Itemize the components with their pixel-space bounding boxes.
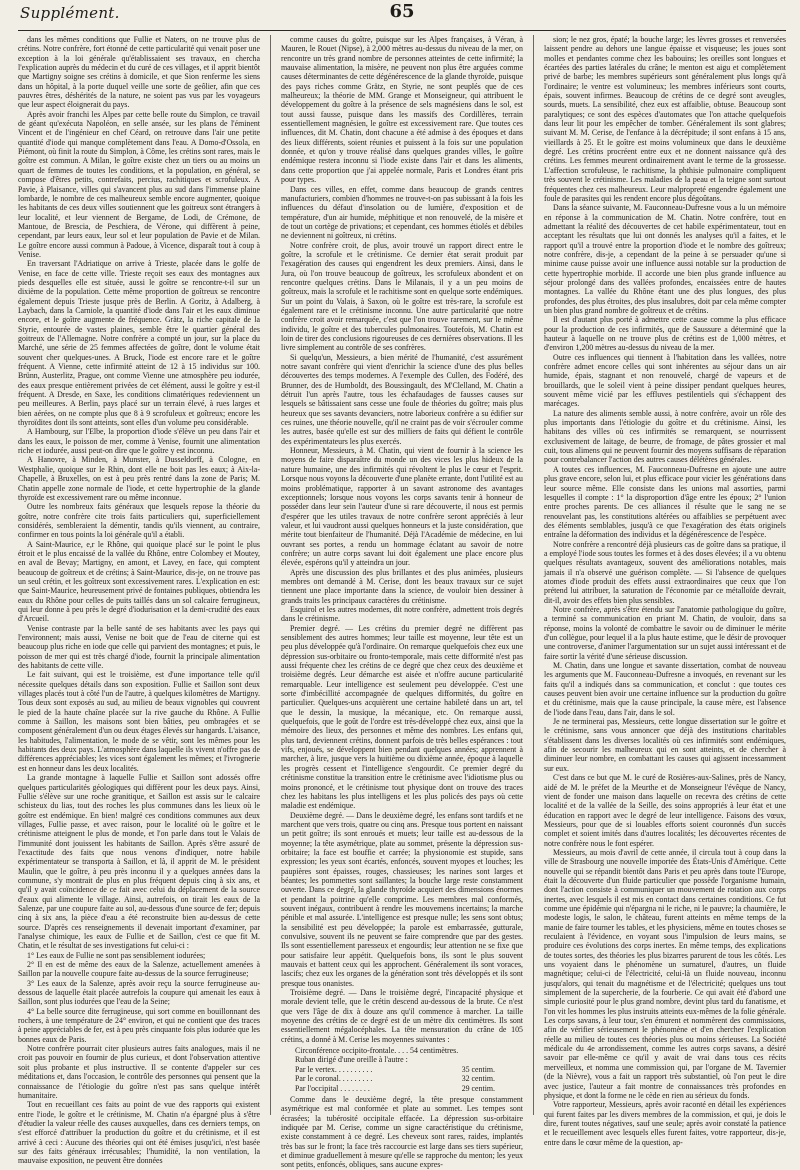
column-divider bbox=[533, 35, 534, 1115]
measurements-table bbox=[295, 1046, 523, 1093]
measurement-label: Par le vertex. . . . . . . . . . bbox=[295, 1064, 373, 1074]
paragraph: sion; le nez gros, épaté; la bouche large; les lèvres grosses et renversées laissent pendre au dehors une langue épaisse et visqueuse; les joues sont molles et pendantes comme chez les babouins; les oreilles sont longues et écartées des parties latérales du crâne; le menton est aigu et complètement privé de barbe; les membres supérieurs sont généralement plus longs qu'à l'ordinaire; le ventre est volumineux; les membres inférieurs sont courts, épais, souvent infirmes. Beaucoup de crétins de ce degré sont aveugles, sourds, muets. La sensibilité, chez eux est affaiblie, obtuse. Beaucoup sont paralytiques; ce sont des espèces d'automates que l'on attache quelquefois dans leur lit pour les empêcher de tomber. Généralement ils sont glabres; suivant M. M. Cerise, de l'enfance à la décrépitude; il sont enfans à 15 ans, vieillards à 25. Et le goître est moins volumineux que dans le deuxième degré. Les crétins procréent entre eux et ne donnent naissance qu'à des crétins. Les femmes meurent ordinairement avant le terme de la grossesse. L'affection scrofuleuse, le rachitisme, la phthisie pulmonaire compliquent très souvent le crétinisme. Les maladies de la peau et la teigne sont surtout fréquentes chez ces malheureux. Leur malpropreté engendre également une foule de parasites qui les rendent encore plus dégoûtans. bbox=[544, 35, 786, 203]
measurement-row bbox=[295, 1084, 523, 1093]
paragraph: Premier degré. — Les crétins du premier degré ne diffèrent pas sensiblement des autres hommes; leur taille est moyenne, leur tête est un peu plus développée qu'à l'ordinaire. On remarque quelquefois chez eux une dépression sus-orbitaire ou fronto-temporale, mais cette difformité n'est pas aussi fréquente chez les crétins de ce degré que chez ceux des deuxième et troisième degrés. Leur démarche est aisée et n'offre aucune particularité remarquable. Leur intelligence est seulement peu développée. C'est une sorte d'imbécillité accompagnée de quelques difformités, du goître en particulier. Quelques-uns acquièrent une certaine habileté dans un art, tel que le dessin, la musique, la mécanique, etc. On remarque aussi, quelquefois, que le goût de l'ordre est très-développé chez eux, ainsi que la mémoire des lieux, des personnes et même des nombres. Les enfans qui, plus tard, deviennent crétins, donnent parfois de très belles espérances : tout vifs, enjoués, se développent bien pendant quelques années; apprennent à marcher, à lire, jusque vers la huitième ou dixième année, époque à laquelle les progrès cessent et l'intelligence s'engourdit. Ce premier degré du crétinisme constitue la transition entre le crétinisme avec l'idiotisme plus ou moins prononcé, et le crétinisme tout physique dont on trouve des traces chez les habitans les plus intelligens et les plus policés des pays où cette maladie est endémique. bbox=[281, 623, 523, 811]
paragraph: dans les mêmes conditions que Fullie et Naters, on ne trouve plus de crétins. Notre confrère, fort étonné de cette particularité qui venait poser une exception à la loi générale qu'établissaient ses travaux, en chercha l'explication auprès du médecin et du curé de ces villages, et il apprit bientôt que Martigny soigne ses crétins à domicile, et que Sion renferme les siens dans un hôpital, à la porte duquel veille une sorte de geôlier, afin que ces pauvres êtres, déshérités de la nature, ne soient pas vus par les voyageurs que leur aspect éloignerait du pays. bbox=[18, 35, 260, 110]
paragraph: Notre confrère pourrait citer plusieurs autres faits analogues, mais il ne croit pas pouvoir en fournir de plus curieux, et dont l'observation attentive soit plus probante et plus instructive. Il se contente d'appeler sur ces méditations et, dans l'occasion, le contrôle des personnes qui pensent que la connaissance de l'étiologie du goître n'est pas sans quelque intérêt humanitaire. bbox=[18, 1044, 260, 1100]
paragraph: Dans ces villes, en effet, comme dans beaucoup de grands centres manufacturiers, combien d'hommes ne trouve-t-on pas subissant à la fois les influences du défaut d'insolation ou de lumière, d'exposition et de température, d'un air humide, méphitique et non renouvelé, de la misère et de tout un cortège de privations; et cependant, ces hommes étiolés et débiles ne deviennent ni goîtreux, ni crétins. bbox=[281, 184, 523, 241]
text-columns bbox=[18, 35, 787, 1170]
paragraph: Après avoir franchi les Alpes par cette belle route du Simplon, ce travail de géant qu'exécuta Napoléon, en selle ansée, sur les plans de l'éminent Vincent et de l'ingénieur en chef Céard, on retrouve dans l'air une petite quantité d'iode qui manque complètement dans l'eau. A Domo-d'Ossola, en Piémont, où finit la route du Simplon, à Côme, les crétins sont rares, mais le goître est commun. A Milan, le goître existe chez un tiers ou au moins un quart de femmes de toutes les conditions, et la population, en général, se compose d'êtres petits, contrefaits, percius, rachitiques et scrofuleux. A Pavie, à Plaisance, villes qui s'avancent plus au sud dans l'immense plaine lombarde, le nombre de ces malheureux semble encore augmenter, quoique les habitants de ces deux villes soutiennent que les goitreux sont étrangers à leur localité, et leur viennent de Bergame, de Lodi, de Crémone, de Mantoue, de Brescia, de Peschiera, de Vérone, qui diffèrent à peine, cependant, par leurs eaux, leur sol et leur population de Pavie et de Milan. Le goître encore aussi commun à Padoue, à Vicence, disparaît tout à coup à Venise. bbox=[18, 109, 260, 259]
paragraph: En traversant l'Adriatique on arrive à Trieste, placée dans le golfe de Venise, en face de cette ville. Trieste reçoit ses eaux des montagnes aux pieds desquelles elle est située, aussi le goître se rencontre-t-il sur un dixième de la population. Cette même proportion de goîtreux se rencontre également depuis Trieste jusque près de Berlin. A Goritz, à Adalberg, à Laybach, dans la Carniole, la quantité d'iode dans l'air et les eaux diminue encore, et le goître augmente de fréquence. Grätz, la riche capitale de la Styrie, entourée de vastes plaines, semble être le quartier général des goitreux de l'Allemagne. Notre confrère a compté un jour, sur la place du Marché, une série de 25 femmes affectées de goître, dont le volume était souvent cher quelques-unes. A Bruck, l'iode est encore rare et le goître fréquent. A Vienne, cette infirmité atteint de 12 à 15 individus sur 100. Brünn, Austerlitz, Prague, ont comme Vienne une atmosphère peu iodurée, des eaux presque entièrement privées de cet élément, aussi le goître y est-il fréquent. A Dresde, en Saxe, les conditions climatériques redeviennent un peu meilleures. A Berlin, pays placé sur un terrain élevé, à rues larges et bien aérées, on ne compte plus que 8 à 9 scrofuleux et goîtreux; encore les thyroïdites dont ils sont atteints, sont elles d'un volume peu considérable. bbox=[18, 259, 260, 428]
paragraph: A Saint-Maurice, e,r le Rhône, qui quoique placé sur le point le plus étroit et le plus encaissé de la vallée du Rhône, entre Colombey et Moutey, en aval de Bevay; Martigny, en amont, et Lavey, en face, qui comptent beaucoup de goîtreux et de crétins; à Saint-Maurice, dis-je, on ne trouve pas un seul crétin, et les goîtreux sont excessivement rares. L'explication en est: que Saint-Maurice, heureusement privé de fontaines publiques, obtiendra les eaux du Rhône pour celles de puits taillés dans un sol calcaire ferrugineux, qui leur donne à peu près le degré d'iodurisation et la demi-crudité des eaux d'Arcueil. bbox=[18, 539, 260, 624]
paragraph: Notre confrère croit, de plus, avoir trouvé un rapport direct entre le goître, la scrofule et le crétinisme. Ce dernier état serait produit par l'exagération des causes qui engendrent les deux premiers. Ainsi, dans le Jura, où l'on trouve beaucoup de goîtreux, les scrofuleux abondent et on rencontre quelques crétins. Dans le Milanais, il y a un peu moins de goîtreux, mais la scrofule et le rachitisme sont en quelque sorte endémiques. Sur un point du Valais, à Saxon, où le goître est très-rare, la scrofule est également rare et le crétinisme inconnu. Une autre particularité que notre confrère croit avoir remarquée, c'est que l'on trouve rarement, sur le même individu, le goître et des tubercules pulmonaires. Toutefois, M. Chatin est loin de tirer des conclusions rigoureuses de ces dernières observations. Il les livre simplement au contrôle de ses confrères. bbox=[281, 240, 523, 353]
paragraph: A Hanovre, à Minden, à Munster, à Dusseldorff, à Cologne, en Westphalie, quoique sur le Rhin, dont elle ne boit pas les eaux; à Aix-la-Chapelle, à Bruxelles, on est à peu près rentré dans la zone de Paris; M. Chatin appelle zone normale de l'iode, et cette hypertrophie de la glande thyroïde est excessivement rare ou même inconnue. bbox=[18, 455, 260, 502]
column-divider bbox=[270, 35, 271, 1115]
paragraph: Deuxième degré. — Dans le deuxième degré, les enfans sont tardifs et ne marchent que vers trois, quatre ou cinq ans. Presque tous portent en naissant un petit goître; ils sont enroués et muets; leur taille est au-dessous de la moyenne; la tête asymétrique, plate au sommet, présente la dépression sus-orbitaire; la face est bouffie et carrée; la physionomie est stupide, sans expression; les yeux sont écartés, enfoncés, souvent myopes et louches; les paupières sont épaisses, rouges, chassieuses; les narines sont larges et béantes; les pommettes sont saillantes; la bouche large reste constamment ouverte. Dans ce degré, la glande thyroïde acquiert des dimensions énormes et pendant la poitrine qu'elle comprime. Les membres mal conformés, souvent inégaux, contribuent à rendre les mouvemens incertains; la marche pénible et mal assurée. L'intelligence est presque nulle; les sens sont obtus; la sensibilité est peu développée; la parole est embarrassée, gutturale, convulsive, souvent ils ne peuvent se faire comprendre que par des gestes. Ils sont essentiellement paresseux et engourdis; leur attention ne se fixe que pour satisfaire leur appétit. Quelquefois bons, ils sont le plus souvent mauvais et battent ceux qui les approchent. Généralement ils sont voraces, lascifs; chez eux les organes de la génération sont très développés et ils sont presque tous onanistes. bbox=[281, 810, 523, 988]
paragraph: Troisième degré. — Dans le troisième degré, l'incapacité physique et morale devient telle, que le crétin descend au-dessous de la brute. Ce n'est que vers l'âge de dix à douze ans qu'il commence à marcher. La taille moyenne des crétins de ce degré est de un mètre dix centimètres. Ils sont essentiellement mégalocéphales. La tête mensuration du crâne de 105 crétins, a donné à M. Cerise les moyennes suivantes : bbox=[281, 988, 523, 1044]
column-2 bbox=[281, 35, 523, 1170]
paragraph: Dans la séance suivante, M. Fauconneau-Dufresne vous a lu un mémoire en réponse à la communication de M. Chatin. Notre confrère, tout en admettant la réalité des découvertes de cet habile expérimentateur, tout en acceptant les résultats que lui ont donnés les analyses qu'il a faites, et le rapport qu'il a trouvé entre la proportion d'iode et le nombre des goîtreux; notre confrère, dis-je, a cependant de la peine à se persuader qu'une si minime cause puisse avoir une influence aussi notable sur la production de cette hypertrophie morbide. Il accorde une bien plus grande influence au séjour prolongé dans des vallées profondes, encaissées entre de hautes montagnes. La vallée du Rhône étant une des plus longues, des plus profondes, des plus étroites, des plus insalubres, doit par cela même compter un bien plus grand nombre de goîtreux et de crétins. bbox=[544, 203, 786, 315]
paragraph: Honneur, Messieurs, à M. Chatin, qui vient de fournir à la science les moyens de faire disparaître du monde un des vices les plus hideux de la nature humaine, une des infirmités qui révoltent le plus le cœur et l'esprit. Lorsque nous voyons la découverte d'une planète errante, dont l'utilité est au moins problématique, rapporter à un savant astronome des avantages exceptionnels; lorsque nous voyons les corps savants tenir à honneur de posséder dans leur sein l'auteur d'une si rare découverte, il nous est permis d'espérer que les utiles travaux de notre confrère seront appréciés à leur valeur, et lui vaudront aussi quelques honneurs et la juste considération, que mérite tout bienfaiteur de l'humanité. Déjà l'Académie de médecine, en lui ouvrant ses portes, a rendu un hommage éclatant au savoir de notre confrère; un autre corps savant lui doit également une place encore plus élevée, espérons qu'il y atteindra un jour. bbox=[281, 446, 523, 568]
section-title: Supplément. bbox=[20, 4, 120, 22]
measurement-row bbox=[295, 1065, 523, 1074]
paragraph: La grande montagne à laquelle Fullie et Saillon sont adossés offre quelques particularités géologiques qui diffèrent pour les deux pays. Ainsi, Fullie s'élève sur une roche granitique, et Saillon est assis sur le calcaire schisteux du lias, tout des roches les plus communes dans les lieux où le goître est endémique. En bien! malgré ces conditions communes aux deux villages, Fullie passe, et avec raison, pour le localité où le goître et le crétinisme atteignent le plus de monde, et l'on parle dans tout le Valais de l'immunité dont jouissent les habitants de Saillon. Après s'être assuré de l'exactitude des faits que nous venons d'indiquer, notre habile expérimentateur se transporta à Saillon, et là, il apprit de M. le président Maulin, que le goître, à peu près inconnu il y a quelques années dans la commune, s'y montrait de plus en plus fréquent depuis cinq à six ans, et qu'il y avait coïncidence de ce fait avec celui du déplacement de la source d'eaux qui alimente le village. Ainsi, autrefois, on tirait les eaux de la Salenze, par une coupure faite au sol, au-dessous d'une source de fer; depuis cinq à six ans, la pièce d'eau a été reconstruite bien au-dessus de cette source. D'après ces renseignements il devenait important d'examiner, par l'analyse chimique, les eaux de Fullie et de Saillon, c'est ce que fit M. Chatin, et le résultat de ses investigations fut celui-ci : bbox=[18, 773, 260, 951]
paragraph: 4° La belle source dite ferrugineuse, qui sort comme en bouillonnant des rochers, à une température de 24° environ, et qui ne contient que des traces à peine appréciables de fer, est à peu près cinquante fois plus iodurée que les bonnes eaux de Paris. bbox=[18, 1006, 260, 1044]
measurement-label: Par l'occipital . . . . . . . . bbox=[295, 1083, 370, 1093]
paragraph: Il est d'autant plus porté à admettre cette cause comme la plus efficace pour la production de ces infirmités, que de Saussure a déterminé que la hauteur à laquelle on ne trouve plus de crétins est de 1,000 mètres, et d'environ 1,200 mètres au-dessus du niveau de la mer. bbox=[544, 315, 786, 353]
paragraph: Tout en recueillant ces faits au point de vue des rapports qui existent entre l'iode, le goître et le crétinisme, M. Chatin n'a épargné plus à s'être d'étudier la valeur réelle des causes auxquelles, dans ces derniers temps, on s'est efforcé d'attribuer la production du goître et du crétinisme, et il est arrivé à ceci : Aucune des théories qui ont été émises jusqu'ici, n'est basée sur des faits généraux irrécusables; l'humidité, la non ventilation, la mauvaise exposition, ne peuvent être données bbox=[18, 1100, 260, 1166]
paragraph: Je ne terminerai pas, Messieurs, cette longue dissertation sur le goître et le crétinisme, sans vous annoncer que déjà des institutions charitables s'établissent dans les diverses localités où ces infirmités sont endémiques, afin de secourir les malheureux qui en sont atteints, et de chercher à diminuer leur nombre, en combattant les causes qui agissent incessamment sur eux. bbox=[544, 717, 786, 773]
measurements-subtitle: Ruban dirigé d'une oreille à l'autre : bbox=[295, 1055, 408, 1065]
paragraph: A toutes ces influences, M. Fauconneau-Dufresne en ajoute une autre plus grave encore, selon lui, et plus efficace pour vicier les générations dans leur source même. Elle consiste dans les unions mal assorties, parmi lesquelles il compte : 1° la disproportion d'âge entre les époux; 2° l'union entre proches parents. De ces alliances il résulte que le sang ne se renouvelant pas, les constitutions altérées ou affaiblies se perpétuent avec des éléments semblables, jusqu'à ce que l'exagération des états originels entraîne la déformation des individus et la dégénérescence de l'espèce. bbox=[544, 464, 786, 540]
measurement-value: 35 centim. bbox=[461, 1064, 495, 1074]
measurement-label: Par le coronal. . . . . . . . . bbox=[295, 1074, 373, 1084]
measurement-row bbox=[295, 1074, 523, 1083]
paragraph: A Hambourg, sur l'Elbe, la proportion d'iode s'élève un peu dans l'air et dans les eaux, le poisson de mer, comme à Venise, fournit une alimentation riche et iodurée, aussi peut-on dire que le goître y est inconnu. bbox=[18, 427, 260, 456]
paragraph: comme causes du goître, puisque sur les Alpes françaises, à Véran, à Mauren, le Rouet (Nipse), à 2,000 mètres au-dessus du niveau de la mer, on rencontre un très grand nombre de personnes atteintes de cette infirmité; la mauvaise alimentation, la misère, ne peuvent non plus être arguées comme causes déterminantes de cette dégénérescence de la glande thyroïde, puisque des pays riches comme Grätz, en Styrie, ne sont peuplés que de ces malheureux; la théorie de MM. Grange et Monseigneur, qui attribuent le développement du goître à la présence de sels magnésiens dans le sol, est tout aussi fausse, puisque dans les massifs des Cordillères, terrain essentiellement magnésien, le goître est excessivement rare. Que toutes ces influences, dit M. Chatin, dont chacune a été admise à des époques et dans des lieux différents, soient réunies et puissent à la fois sur une population donnée, et qu'on y trouve réalisé dans quelques grandes villes, le goître endémique restera inconnu si l'iode existe dans l'air et dans les aliments, dans cette proportion que j'ai appelée normale, Paris et Londres étant pris pour types. bbox=[281, 35, 523, 185]
page-number: 65 bbox=[389, 1, 415, 22]
column-3 bbox=[544, 35, 787, 1147]
paragraph: C'est dans ce but que M. le curé de Rosières-aux-Salines, près de Nancy, aidé de M. le préfet de la Meurthe et de Monseigneur l'évêque de Nancy, vient de fonder une maison dans laquelle on recevra des crétins de cette localité et de la vallée de la Seille, des soins appropriés à leur état et une éducation en rapport avec le degré de leur intelligence. Faisons des vœux, Messieurs, pour que de si louables efforts soient couronnés d'un succès complet et soient imités dans d'autres localités; les découvertes récentes de notre confrère nous le font espérer. bbox=[544, 773, 786, 848]
paragraph: Notre confrère, après s'être étendu sur l'anatomie pathologique du goître, a terminé sa communication en priant M. Chatin, de vouloir, dans sa réponse, moins la volonté de combattre le savoir ou de diminuer le mérite d'un collègue, pour lequel il a la plus haute estime, que le désir de provoquer une controverse, d'animer l'argumentation sur un sujet aussi intéressant et de faire sortir la vérité d'une sérieuse discussion. bbox=[544, 604, 787, 661]
paragraph: Venise contraste par la belle santé de ses habitants avec les pays qui l'environnent; mais aussi, Venise ne boit que de l'eau de citerne qui est beaucoup plus riche en iode que celle qui parvient des montagnes; et puis, le poisson de mer qui est très chargé d'iode, fournit la principale alimentation des habitants de cette ville. bbox=[18, 623, 260, 671]
page-header bbox=[18, 0, 786, 31]
column-1 bbox=[18, 35, 260, 1166]
paragraph: Notre confrère a rencontré déjà plusieurs cas de goître dans sa pratique, il a employé l'iode sous toutes les formes et à des doses élevées; il a vu obtenu quelques résultats avantageux, souvent des améliorations notables, mais jamais il n'a observé une guérison complète. — Si l'absence de quelques atomes d'iode produit des effets aussi extraordinaires que ceux que l'on prétend lui attribuer, la saturation de l'économie par ce métalloïde devrait, dit-il, avoir des effets bien plus sensibles. bbox=[544, 539, 786, 605]
measurement-value: 29 centim. bbox=[461, 1083, 495, 1093]
paragraph: Outre les nombreux faits généraux que lesquels repose la théorie du goître, notre confrère cite trois faits particuliers qui, superficiellement considérés, sembleraient la démentir, tandis qu'ils viennent, au contraire, confirmer en tous points la loi générale qu'il a établi. bbox=[18, 502, 260, 540]
paragraph: M. Chatin, dans une longue et savante dissertation, combat de nouveau les arguments que M. Fauconneau-Dufresne a invoqués, en revenant sur les faits qu'il a indiqués dans sa communication, et conclut : que toutes ces causes peuvent bien avoir une certaine influence sur la production du goître et du crétinisme, mais que la cause principale, la cause mère, est l'absence de l'iode dans l'eau, dans l'air, dans le sol. bbox=[544, 661, 786, 717]
paragraph: Votre rapporteur, Messieurs, après avoir raconté en détail les expériences qui furent faites par les divers membres de la commission, et qui, je dois le dire, furent toutes négatives, sauf une seule; après avoir constaté la patience et le recueillement avec lesquels elles furent faites, votre rapporteur, dis-je, entre dans le cœur même de la question, ap- bbox=[544, 1100, 786, 1147]
paragraph: La nature des aliments semble aussi, à notre confrère, avoir un rôle des plus importants dans l'étiologie du goître et du crétinisme. Ainsi, les habitans des villes où ces infirmités se remarquent, se nourrissent exclusivement de laitage, de beurre, de fromage, de pâtes grossier et mal cuit, tous alimens qui ne peuvent fournir des moyens suffisans de réparation pour contrebalancer l'action des autres causes délétères générales. bbox=[544, 408, 786, 465]
paragraph: 1° Les eaux de Fullie ne sont pas sensiblement iodurées; bbox=[27, 950, 206, 960]
paragraph: Après une discussion des plus brillantes et des plus animées, plusieurs membres ont demandé à M. Cerise, dont les beaux travaux sur ce sujet tiennent une place importante dans la science, de vouloir bien dessiner à grands traits les principaux caractères du crétinisme. bbox=[281, 567, 523, 605]
paragraph: 3° Les eaux de la Salenze, après avoir reçu la source ferrugineuse au-dessous de laquelle était placée autrefois la coupure qui amenait les eaux à Saillon, sont plus iodurées que l'eau de la Seine; bbox=[18, 978, 260, 1007]
paragraph: Comme dans le deuxième degré, la tête presque constamment asymétrique est mal conformée et plate au sommet. Les tempes sont écrasées; la tubérosité occipitale effacée. La dépression sus-orbitaire indiquée par M. Cerise, comme un signe caractéristique du crétinisme, existe constamment à ce degré. Les cheveux sont rares, raides, implantés très bas sur le front; la face très raccourcie est large dans ses tiers supérieur, et diminue graduellement à mesure qu'elle se rapproche du menton; les yeux sont petits, enfoncés, obliques, sans aucune expres- bbox=[281, 1094, 523, 1170]
paragraph: Messieurs, au mois d'avril de cette année, il circula tout à coup dans la ville de Strasbourg une nouvelle importée des États-Unis d'Amérique. Cette nouvelle qui se répandit bientôt dans Paris et peu après dans toute l'Europe, était la découverte d'un fluide particulier que possède l'organisme humain, dont l'action consiste à communiquer un mouvement de rotation aux corps inertes, avec lesquels il est mis en contact dans certaines conditions. Ce fut comme une épidémie qui n'épargna ni le riche, ni le pauvre; la chaumière, le modeste logis, le salon, le château, furent atteints en même temps de la manie de faire tourner les tables, et les physiciens, même en toutes choses se reculaient à l'évidence, en voyant sous l'impulsion de leurs mains, se produire ces évolutions des corps inertes. En même temps, des explications de toutes sortes, des théories les plus bizarres parurent de tous les côtés. Les uns voyaient dans le phénomène un surnaturel, d'autres, un fluide magnétique; celui-ci de l'électricité, celui-là un fluide nouveau, inconnu jusqu'alors, qui tenait du magnétisme et de l'électricité; quelques uns tout simplement de la supercherie, de la fourberie. Ce qui avait été d'abord une simple curiosité pour le plus grand nombre, devint plus tard du fanatisme, et l'on vit les hommes les plus instruits atteints eux-mêmes de la folie générale. Les corps savans, à leur tour, s'en émurent et nommèrent des commissions, afin de vérifier sérieusement le phénomène et d'en chercher l'explication réelle au milieu de toutes ces théories plus ou moins sérieuses. La Société médicale du 4e arrondissement, comme les autres corps savans, a désiré savoir par elle-même ce qu'il y avait de vrai dans tous ces récits merveilleux, et nomma une commission qui, par l'organe de M. Tavernier (de la Nièvre), vous a fait un rapport très substantiel, où l'on peut le dire avec justice, l'auteur a fait montre de connaissances très profondes en physique, et dont la forme ne le cède en rien au sérieux du fonds. bbox=[544, 847, 786, 1100]
paragraph: Le fait suivant, qui est le troisième, est d'une importance telle qu'il nécessite quelques détails dans son exposition. Fullie et Saillon sont deux villages placés tout à côté l'un de l'autre, à quelques kilomètres de Martigny. Tous deux sont exposés au sud, au milieu de beaux vignobles qui couvrent le pied de la haute chaîne placée sur la rive gauche du Rhône. A Fullie comme à Saillon, les maisons sont bien bâties, peu ombragées et se composent généralement d'un ou deux étages élevés sur hangards. L'aisance, les habitudes, l'alimentation, le mode de se vêtir, sont les mêmes pour les habitants des deux pays. L'atmosphère dans laquelle ils vivent n'offre pas de différences appréciables; les vices sont également les mêmes; et l'ivrognerie est en honneur dans les deux localités. bbox=[18, 670, 260, 773]
paragraph: Esquirol et les autres modernes, dit notre confrère, admettent trois degrés dans le crétinisme. bbox=[281, 604, 523, 624]
measurements-title: Circonférence occipito-frontale. . . . 54 centimètres. bbox=[295, 1046, 459, 1056]
paragraph: Si quelqu'un, Messieurs, a bien mérité de l'humanité, c'est assurément notre savant confrère qui vient d'enrichir la science d'une des plus belles découvertes des temps modernes. A l'exemple des Cullen, des Fodéré, des Brunner, des de Humboldt, des Boussingault, des M'Clelland, M. Chatin a détruit l'un après l'autre, tous les échafaudages de fausses causes sur lesquels se bâtissaient sans cesse une foule de théories du goître; mais plus heureux que ses savants devanciers, notre laborieux confrère a su édifier sur ces ruines, une théorie nouvelle, qu'il ne craint pas de voir s'écrouler comme les autres, basée qu'elle est sur des milliers de faits qui défient le contrôle des expérimentateurs les plus exercés. bbox=[281, 352, 523, 446]
measurement-value: 32 centim. bbox=[461, 1074, 495, 1084]
paragraph: 2° Il en est de même des eaux de la Salenze, actuellement amenées à Saillon par la nouvelle coupure faite au-dessus de la source ferrugineuse; bbox=[18, 960, 260, 979]
paragraph: Outre ces influences qui tiennent à l'habitation dans les vallées, notre confrère admet encore celles qui sont inhérentes au séjour dans un air humide, épais, stagnant et non renouvelé, chargé de vapeurs et de brouillards, que le soleil vient à peine dissiper pendant quelques heures, souvent même vicié par les effluves pestilentiels qui s'échappent des marécages. bbox=[544, 352, 786, 409]
